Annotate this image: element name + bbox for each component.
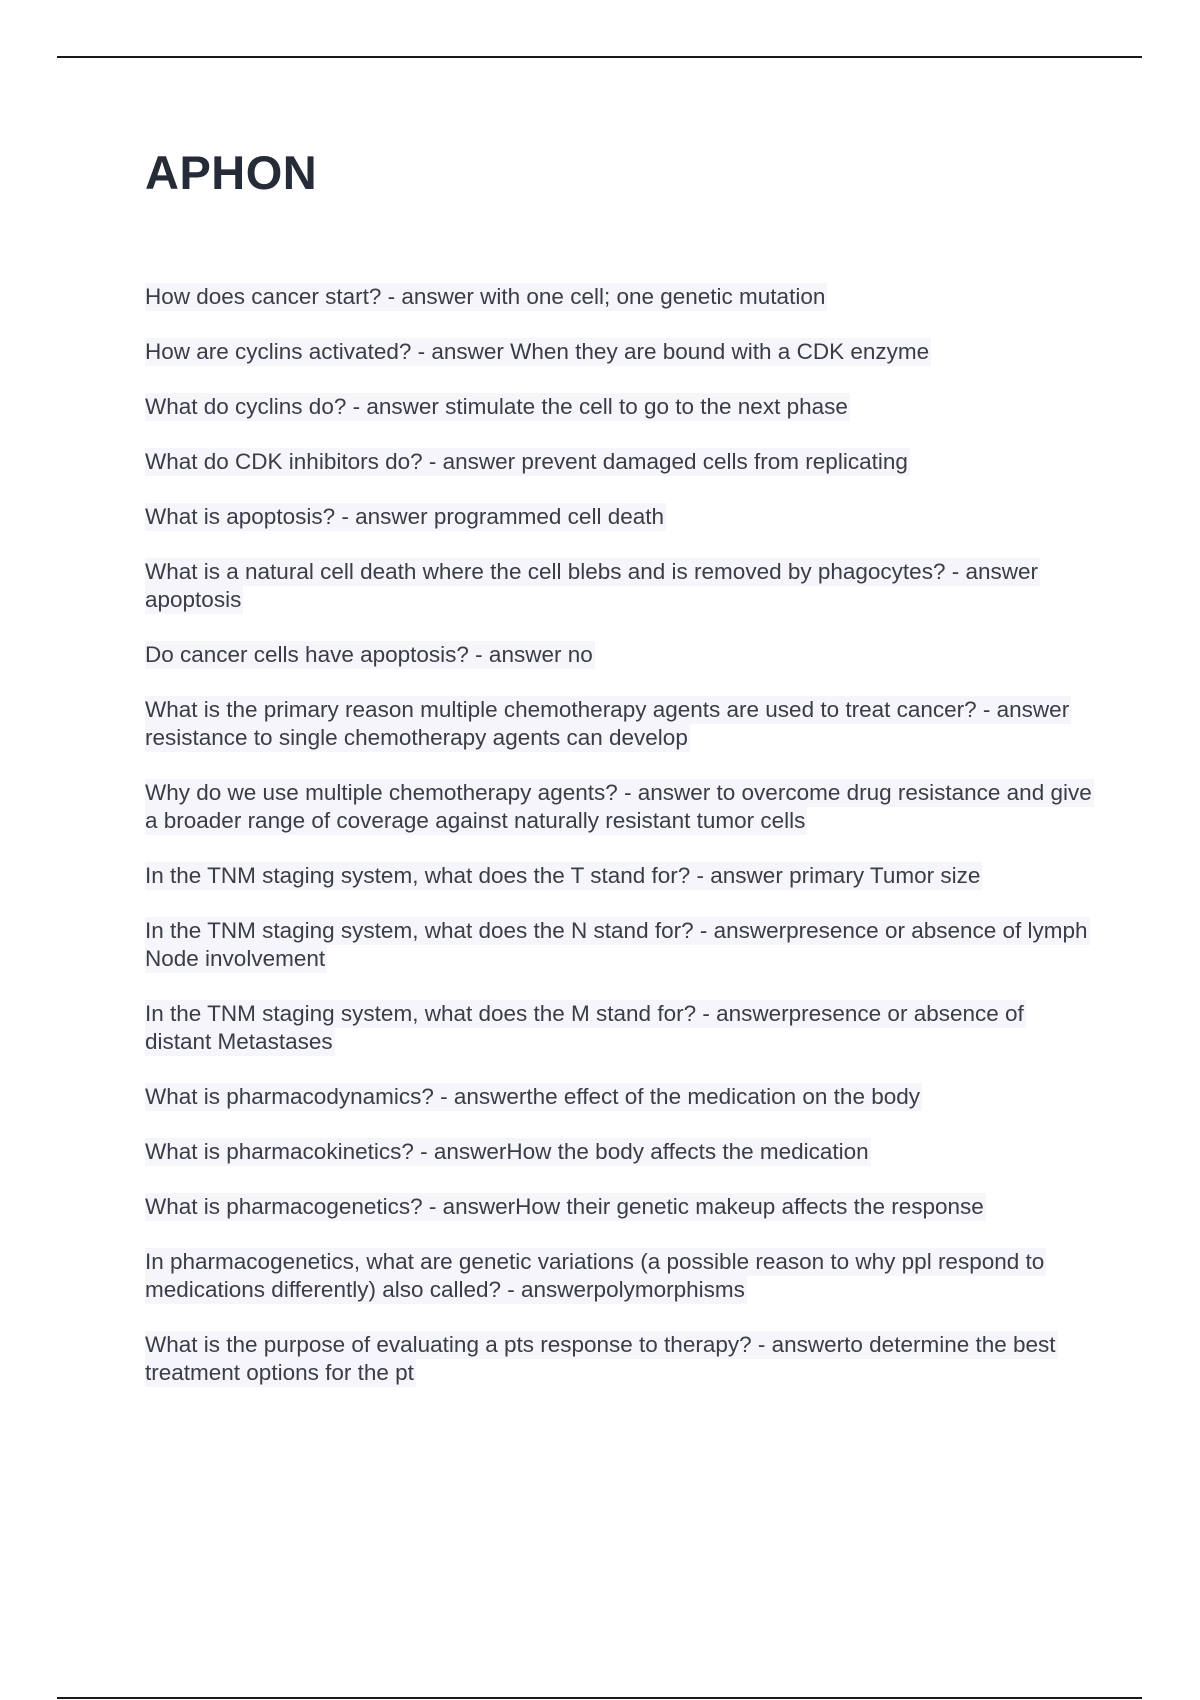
qa-item xyxy=(145,1138,1095,1166)
qa-item xyxy=(145,338,1095,366)
qa-text: What do cyclins do? - answer stimulate the cell to go to the next phase xyxy=(145,394,848,419)
qa-text: What is pharmacodynamics? - answerthe effect of the medication on the body xyxy=(145,1084,920,1109)
qa-text: In the TNM staging system, what does the T stand for? - answer primary Tumor size xyxy=(145,863,981,888)
qa-text: What do CDK inhibitors do? - answer prevent damaged cells from replicating xyxy=(145,449,908,474)
qa-text: In pharmacogenetics, what are genetic variations (a possible reason to why ppl respond to medications differently) also called? - answerpolymorphisms xyxy=(145,1249,1045,1302)
qa-item xyxy=(145,283,1095,311)
qa-item xyxy=(145,641,1095,669)
qa-text: What is pharmacokinetics? - answerHow the body affects the medication xyxy=(145,1139,869,1164)
qa-text: In the TNM staging system, what does the M stand for? - answerpresence or absence of distant Metastases xyxy=(145,1001,1024,1054)
qa-text: What is the purpose of evaluating a pts response to therapy? - answerto determine the best treatment options for the pt xyxy=(145,1332,1056,1385)
qa-item xyxy=(145,448,1095,476)
qa-item xyxy=(145,503,1095,531)
document-title: APHON xyxy=(145,146,318,199)
qa-item xyxy=(145,917,1095,973)
qa-text: How are cyclins activated? - answer When they are bound with a CDK enzyme xyxy=(145,339,930,364)
qa-item xyxy=(145,779,1095,835)
qa-item xyxy=(145,558,1095,614)
qa-item xyxy=(145,696,1095,752)
qa-item xyxy=(145,393,1095,421)
qa-item xyxy=(145,1331,1095,1387)
qa-text: In the TNM staging system, what does the N stand for? - answerpresence or absence of lymph Node involvement xyxy=(145,918,1088,971)
qa-text: Why do we use multiple chemotherapy agents? - answer to overcome drug resistance and give a broader range of coverage against naturally resistant tumor cells xyxy=(145,780,1092,833)
qa-text: What is apoptosis? - answer programmed cell death xyxy=(145,504,664,529)
qa-item xyxy=(145,1083,1095,1111)
qa-text: What is a natural cell death where the cell blebs and is removed by phagocytes? - answer apoptosis xyxy=(145,559,1038,612)
qa-item xyxy=(145,1000,1095,1056)
qa-list xyxy=(145,283,1095,1414)
bottom-rule xyxy=(57,1697,1142,1699)
qa-item xyxy=(145,1248,1095,1304)
qa-text: What is pharmacogenetics? - answerHow their genetic makeup affects the response xyxy=(145,1194,984,1219)
qa-text: Do cancer cells have apoptosis? - answer no xyxy=(145,642,593,667)
qa-item xyxy=(145,862,1095,890)
top-rule xyxy=(57,56,1142,58)
qa-text: What is the primary reason multiple chemotherapy agents are used to treat cancer? - answer resistance to single chemotherapy agents can develop xyxy=(145,697,1070,750)
qa-text: How does cancer start? - answer with one cell; one genetic mutation xyxy=(145,284,826,309)
qa-item xyxy=(145,1193,1095,1221)
